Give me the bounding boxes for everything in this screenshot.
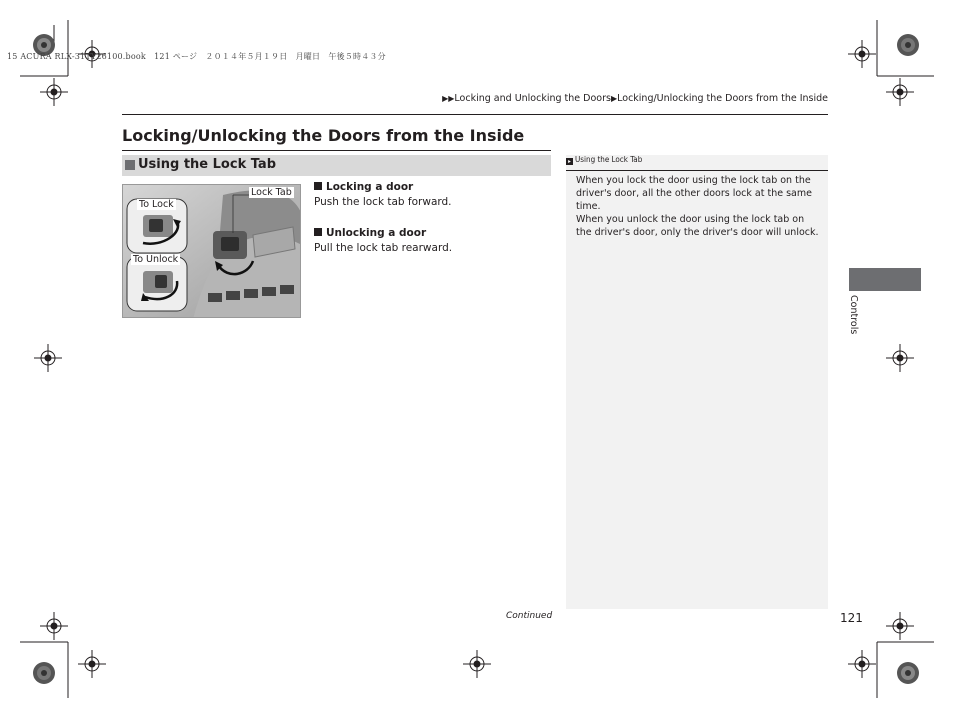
header-rule <box>122 114 828 115</box>
chapter-tab-block[interactable] <box>849 268 921 291</box>
instruction-text: Pull the lock tab rearward. <box>314 242 453 254</box>
side-note-paragraph: When you lock the door using the lock tab on the driver's door, all the other doors lock at the same time. <box>576 175 812 212</box>
instruction-locking <box>314 181 452 208</box>
instruction-unlocking <box>314 227 452 254</box>
section-square-icon <box>125 160 135 170</box>
breadcrumb-level-2: Locking/Unlocking the Doors from the Inside <box>617 93 828 104</box>
lock-tab-illustration <box>122 184 301 318</box>
breadcrumb-level-1[interactable]: Locking and Unlocking the Doors <box>454 93 611 104</box>
breadcrumb <box>442 93 828 104</box>
lock-tab-label: Lock Tab <box>251 187 292 198</box>
page-title: Locking/Unlocking the Doors from the Inside <box>122 126 525 145</box>
side-note-rule <box>566 170 828 171</box>
side-note-heading <box>566 155 828 170</box>
instruction-heading <box>314 227 452 239</box>
continued-label: Continued <box>506 611 553 621</box>
side-note-panel <box>566 155 828 609</box>
to-unlock-label: To Unlock <box>133 254 179 265</box>
section-title: Using the Lock Tab <box>138 157 277 172</box>
section-heading-bar <box>122 155 551 176</box>
to-lock-label: To Lock <box>139 199 174 210</box>
chapter-tab-label: Controls <box>848 295 859 335</box>
instruction-heading-text: Unlocking a door <box>326 227 427 239</box>
side-note-body <box>576 174 822 239</box>
bullet-square-icon <box>314 182 322 190</box>
print-header: 15 ACURA RLX-31TY26100.book 121 ページ ２０１４年５月１９日 月曜日 午後５時４３分 <box>7 52 386 61</box>
breadcrumb-separator-icon: ▶ <box>610 94 618 103</box>
bullet-square-icon <box>314 228 322 236</box>
side-note-paragraph: When you unlock the door using the lock tab on the driver's door, only the driver's door will unlock. <box>576 214 819 238</box>
side-note-heading-text: Using the Lock Tab <box>575 155 643 164</box>
breadcrumb-arrows-icon: ▶▶ <box>442 94 455 103</box>
title-rule <box>122 150 551 151</box>
page-number: 121 <box>840 611 863 625</box>
reference-arrow-icon: ▸ <box>566 158 573 165</box>
instruction-heading-text: Locking a door <box>326 181 414 193</box>
instruction-text: Push the lock tab forward. <box>314 196 452 208</box>
instruction-heading <box>314 181 452 193</box>
